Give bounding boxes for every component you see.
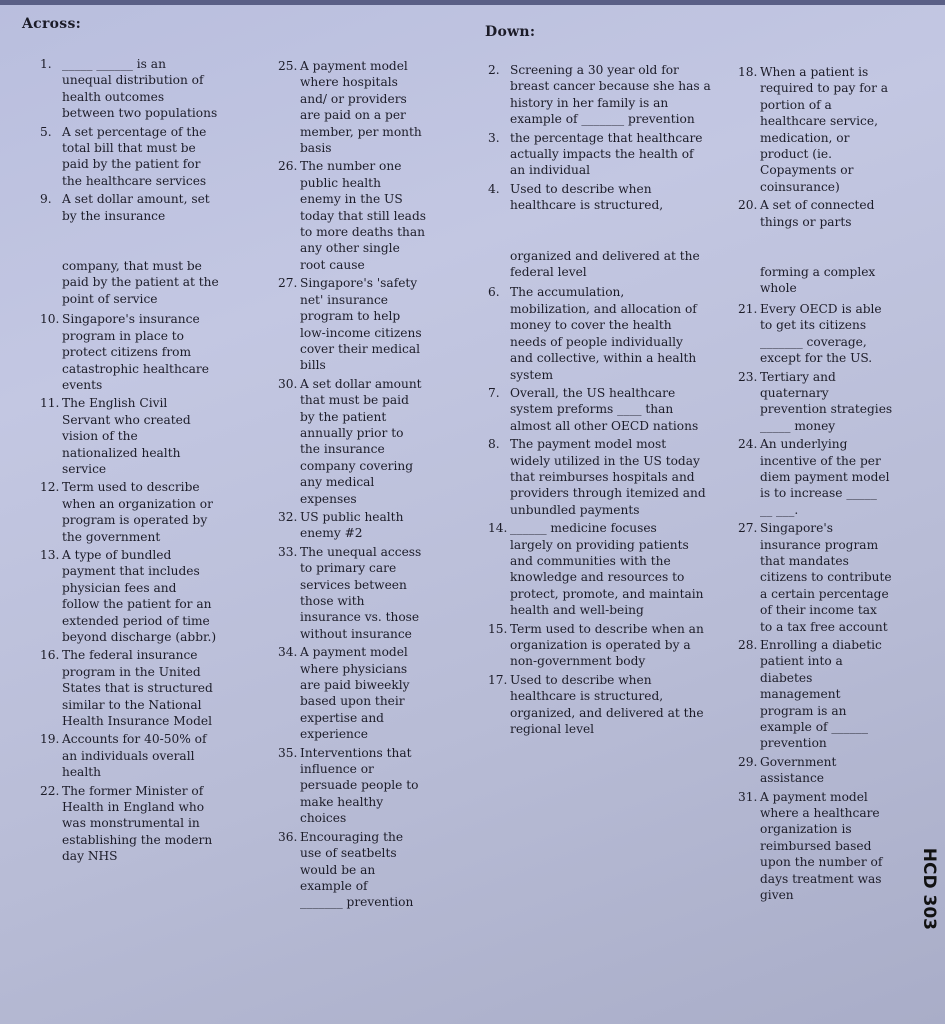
crossword-clue (738, 301, 920, 367)
clue-text: The payment model most widely utilized in the US today that reimburses hospitals and providers through itemized and unbundled payments (510, 437, 706, 517)
across-column-1 (40, 56, 262, 867)
clue-text: Every OECD is able to get its citizens _______ coverage, except for the US. (760, 301, 882, 366)
across-column-2 (278, 58, 470, 913)
clue-number: 33. (278, 544, 298, 559)
clue-number: 35. (278, 745, 298, 760)
down-heading: Down: (485, 24, 536, 40)
crossword-clue (278, 829, 470, 911)
clue-text: Tertiary and quaternary prevention strategies _____ money (760, 369, 893, 433)
clue-text: Term used to describe when an organization or program is operated by the government (62, 480, 213, 544)
crossword-clue (488, 284, 735, 382)
clue-text: The federal insurance program in the United States that is structured similar to the National Health Insurance Model (62, 648, 213, 729)
crossword-clue (738, 436, 920, 518)
crossword-clue (488, 672, 735, 738)
clue-number: 3. (488, 130, 500, 145)
clue-text: A set dollar amount that must be paid by the patient annually prior to the insurance company covering any medical expenses (300, 376, 422, 506)
clue-text: A payment model where physicians are paid biweekly based upon their expertise and experience (300, 645, 410, 742)
clue-text: Interventions that influence or persuade people to make healthy choices (300, 745, 419, 826)
clue-number: 25. (278, 59, 298, 73)
crossword-clue (40, 479, 262, 545)
clue-text: Term used to describe when an organization is operated by a non-government body (510, 621, 704, 669)
crossword-clue (278, 275, 470, 373)
clue-text: US public health enemy #2 (300, 509, 404, 541)
clue-number: 23. (738, 369, 758, 384)
clue-text: Singapore's insurance program in place to protect citizens from catastrophic healthcare events (62, 312, 209, 392)
clue-number: 30. (278, 376, 298, 391)
crossword-clue (488, 436, 735, 518)
clue-text: An underlying incentive of the per diem payment model is to increase _____ __ ___. (760, 437, 890, 517)
crossword-clue (488, 385, 735, 434)
clue-text: the percentage that healthcare actually impacts the health of an individual (510, 130, 703, 178)
clue-number: 26. (278, 159, 298, 174)
crossword-clue (738, 789, 920, 904)
crossword-clue (278, 58, 470, 156)
clue-text: A type of bundled payment that includes physician fees and follow the patient for an extended period of time beyond discharge (abbr.) (62, 547, 217, 644)
crossword-clue (40, 311, 262, 393)
clue-text: The English Civil Servant who created vision of the nationalized health service (62, 396, 191, 476)
clue-number: 2. (488, 63, 500, 77)
clue-number: 18. (738, 65, 758, 79)
top-edge-bar (0, 0, 945, 5)
crossword-clue (62, 258, 262, 307)
crossword-clue (278, 544, 470, 642)
clue-text: forming a complex whole (760, 265, 876, 296)
clue-number: 31. (738, 789, 758, 804)
crossword-clue (278, 158, 470, 273)
clue-text: _____ ______ is an unequal distribution of health outcomes between two populations (62, 57, 218, 121)
crossword-clue (488, 181, 735, 214)
clue-number: 36. (278, 829, 298, 844)
clue-text: Enrolling a diabetic patient into a diabetes management program is an example of ______ prevention (760, 638, 882, 751)
clue-number: 8. (488, 437, 500, 452)
crossword-clue (278, 376, 470, 507)
down-column-1 (488, 62, 735, 739)
clue-text: organized and delivered at the federal level (510, 248, 700, 280)
crossword-clue (278, 509, 470, 542)
clue-number: 29. (738, 754, 758, 769)
clue-number: 27. (738, 521, 758, 536)
clue-number: 6. (488, 285, 500, 300)
clue-text: Used to describe when healthcare is structured, (510, 181, 664, 213)
clue-text: A set of connected things or parts (760, 198, 875, 229)
crossword-clue (40, 731, 262, 780)
clue-number: 7. (488, 385, 500, 400)
clue-number: 20. (738, 198, 758, 213)
clue-text: A payment model where a healthcare organization is reimbursed based upon the number of days treatment was given (760, 789, 883, 903)
clue-text: Screening a 30 year old for breast cancer because she has a history in her family is an example of _______ prevention (510, 63, 711, 127)
clue-number: 11. (40, 396, 60, 411)
clue-number: 24. (738, 437, 758, 452)
clue-text: When a patient is required to pay for a portion of a healthcare service, medication, or product (ie. Copayments or coinsurance) (760, 65, 889, 194)
crossword-clue (738, 754, 920, 787)
crossword-clue (278, 745, 470, 827)
page-fold-gap (62, 226, 262, 258)
clue-text: The number one public health enemy in the US today that still leads to more deaths than any other single root cause (300, 159, 426, 272)
crossword-clue (488, 621, 735, 670)
clue-number: 4. (488, 181, 500, 196)
crossword-clue (40, 124, 262, 190)
clue-text: Government assistance (760, 754, 837, 786)
crossword-clue (40, 191, 262, 224)
clue-number: 17. (488, 672, 508, 687)
clue-number: 32. (278, 509, 298, 524)
clue-number: 16. (40, 648, 60, 663)
crossword-clue (40, 395, 262, 477)
clue-text: Overall, the US healthcare system preforms ____ than almost all other OECD nations (510, 385, 699, 433)
crossword-clue (738, 520, 920, 635)
clue-text: The former Minister of Health in England who was monstrumental in establishing the modern day NHS (62, 783, 213, 864)
clue-text: The unequal access to primary care services between those with insurance vs. those without insurance (300, 544, 422, 641)
crossword-clue (738, 637, 920, 752)
clue-text: Used to describe when healthcare is structured, organized, and delivered at the regional level (510, 672, 704, 737)
clue-number: 5. (40, 124, 52, 139)
clue-number: 12. (40, 480, 60, 495)
crossword-clue (738, 197, 920, 230)
clue-number: 1. (40, 57, 52, 71)
clue-number: 13. (40, 547, 60, 562)
course-code-label: HCD 303 (919, 847, 939, 930)
clue-text: Singapore's insurance program that mandates citizens to contribute a certain percentage of their income tax to a tax free account (760, 521, 892, 634)
page-fold-gap (510, 216, 735, 248)
down-column-2 (738, 64, 920, 906)
clue-number: 28. (738, 638, 758, 652)
clue-text: Encouraging the use of seatbelts would be an example of _______ prevention (300, 829, 414, 910)
crossword-clue (488, 130, 735, 179)
clue-number: 34. (278, 645, 298, 660)
crossword-clue (488, 62, 735, 128)
clue-text: ______ medicine focuses largely on providing patients and communities with the knowledge and resources to protect, promote, and maintain health and well-being (510, 521, 704, 618)
crossword-clue (40, 647, 262, 729)
across-heading: Across: (22, 16, 82, 32)
clue-number: 9. (40, 192, 52, 207)
clue-number: 21. (738, 301, 758, 316)
crossword-clue (40, 56, 262, 122)
clue-text: Singapore's 'safety net' insurance program to help low-income citizens cover their medical bills (300, 276, 422, 373)
clue-text: A payment model where hospitals and/ or providers are paid on a per member, per month basis (300, 59, 422, 156)
clue-number: 22. (40, 783, 60, 798)
clue-text: A set percentage of the total bill that must be paid by the patient for the healthcare services (62, 124, 207, 188)
crossword-clue (510, 248, 735, 281)
crossword-clue (738, 369, 920, 435)
clue-text: company, that must be paid by the patient at the point of service (62, 259, 219, 306)
clue-text: Accounts for 40-50% of an individuals overall health (62, 732, 207, 780)
crossword-clue (278, 644, 470, 742)
page-fold-gap (760, 232, 920, 264)
clue-text: The accumulation, mobilization, and allocation of money to cover the health needs of people individually and collective, within a health system (510, 285, 697, 382)
crossword-clue (40, 783, 262, 865)
clue-number: 10. (40, 312, 60, 327)
clue-number: 27. (278, 276, 298, 291)
crossword-clue (40, 547, 262, 645)
crossword-clue (488, 520, 735, 618)
crossword-clue (738, 64, 920, 195)
crossword-clue (760, 264, 920, 297)
clue-number: 15. (488, 621, 508, 636)
clue-text: A set dollar amount, set by the insurance (62, 192, 210, 223)
clue-number: 14. (488, 521, 508, 536)
clue-number: 19. (40, 732, 60, 747)
